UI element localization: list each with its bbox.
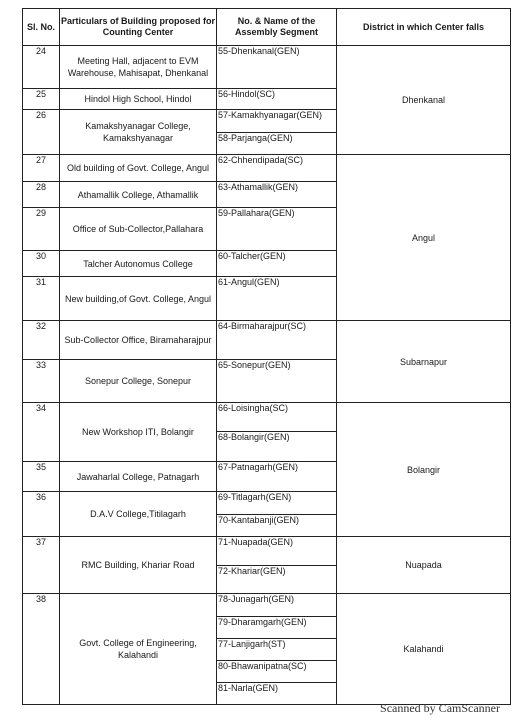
- center-name: Govt. College of Engineering, Kalahandi: [60, 594, 217, 705]
- sl-no: 33: [23, 360, 60, 403]
- district-cell: Dhenkanal: [337, 46, 511, 155]
- center-name: Hindol High School, Hindol: [60, 89, 217, 110]
- district-cell: Subarnapur: [337, 321, 511, 403]
- center-name: Athamallik College, Athamallik: [60, 182, 217, 208]
- center-name: Old building of Govt. College, Angul: [60, 155, 217, 182]
- assembly-segment: 78-Junagarh(GEN): [218, 594, 295, 604]
- segment-cell: [217, 594, 337, 705]
- segment-cell: [217, 321, 337, 360]
- table-row: [23, 594, 511, 705]
- center-name: Talcher Autonomus College: [60, 251, 217, 277]
- segment-cell: [217, 360, 337, 403]
- assembly-segment: 61-Angul(GEN): [218, 277, 280, 287]
- table-row: [23, 321, 511, 360]
- sl-no: 32: [23, 321, 60, 360]
- header-sl-no: Sl. No.: [23, 9, 60, 46]
- segment-cell: [217, 492, 337, 537]
- center-name: Jawaharlal College, Patnagarh: [60, 462, 217, 492]
- assembly-segment: 77-Lanjigarh(ST): [217, 638, 336, 660]
- sl-no: 25: [23, 89, 60, 110]
- district-cell: Bolangir: [337, 403, 511, 537]
- segment-cell: [217, 182, 337, 208]
- assembly-segment: 81-Narla(GEN): [217, 682, 336, 704]
- assembly-segment: 72-Khariar(GEN): [217, 565, 336, 593]
- table-row: [23, 46, 511, 89]
- center-name: New building,of Govt. College, Angul: [60, 277, 217, 321]
- segment-cell: [217, 537, 337, 594]
- assembly-segment: 62-Chhendipada(SC): [218, 155, 304, 165]
- segment-cell: [217, 462, 337, 492]
- center-name: Office of Sub-Collector,Pallahara: [60, 208, 217, 251]
- sl-no: 35: [23, 462, 60, 492]
- sl-no: 28: [23, 182, 60, 208]
- assembly-segment: 58-Parjanga(GEN): [217, 132, 336, 154]
- segment-cell: [217, 208, 337, 251]
- district-cell: Angul: [337, 155, 511, 321]
- assembly-segment: 60-Talcher(GEN): [218, 251, 286, 261]
- center-name: New Workshop ITI, Bolangir: [60, 403, 217, 462]
- sl-no: 30: [23, 251, 60, 277]
- assembly-segment: 64-Birmaharajpur(SC): [218, 321, 307, 331]
- header-assembly-segment: No. & Name of the Assembly Segment: [217, 9, 337, 46]
- sl-no: 26: [23, 110, 60, 155]
- sl-no: 24: [23, 46, 60, 89]
- district-cell: Nuapada: [337, 537, 511, 594]
- center-name: Sonepur College, Sonepur: [60, 360, 217, 403]
- header-row: [23, 9, 511, 46]
- center-name: RMC Building, Khariar Road: [60, 537, 217, 594]
- table-row: [23, 537, 511, 594]
- sl-no: 29: [23, 208, 60, 251]
- assembly-segment: 67-Patnagarh(GEN): [218, 462, 299, 472]
- assembly-segment: 68-Bolangir(GEN): [217, 431, 336, 461]
- segment-cell: [217, 110, 337, 155]
- center-name: Meeting Hall, adjacent to EVM Warehouse, Mahisapat, Dhenkanal: [60, 46, 217, 89]
- segment-cell: [217, 155, 337, 182]
- table-row: [23, 155, 511, 182]
- segment-cell: [217, 89, 337, 110]
- assembly-segment: 79-Dharamgarh(GEN): [217, 616, 336, 638]
- header-particulars: Particulars of Building proposed for Counting Center: [60, 9, 217, 46]
- sl-no: 38: [23, 594, 60, 705]
- scanner-watermark: Scanned by CamScanner: [380, 701, 500, 715]
- table-row: [23, 403, 511, 462]
- center-name: Kamakshyanagar College, Kamakshyanagar: [60, 110, 217, 155]
- sl-no: 27: [23, 155, 60, 182]
- assembly-segment: 55-Dhenkanal(GEN): [218, 46, 300, 56]
- sl-no: 37: [23, 537, 60, 594]
- assembly-segment: 56-Hindol(SC): [218, 89, 276, 99]
- sl-no: 34: [23, 403, 60, 462]
- center-name: Sub-Collector Office, Biramaharajpur: [60, 321, 217, 360]
- center-name: D.A.V College,Titilagarh: [60, 492, 217, 537]
- segment-cell: [217, 277, 337, 321]
- header-district: District in which Center falls: [337, 9, 511, 46]
- assembly-segment: 70-Kantabanji(GEN): [217, 514, 336, 536]
- assembly-segment: 80-Bhawanipatna(SC): [217, 660, 336, 682]
- assembly-segment: 66-Loisingha(SC): [218, 403, 289, 413]
- counting-center-table: [22, 8, 511, 705]
- assembly-segment: 65-Sonepur(GEN): [218, 360, 291, 370]
- sl-no: 36: [23, 492, 60, 537]
- segment-cell: [217, 251, 337, 277]
- assembly-segment: 57-Kamakhyanagar(GEN): [218, 110, 323, 120]
- assembly-segment: 59-Pallahara(GEN): [218, 208, 295, 218]
- segment-cell: [217, 403, 337, 462]
- assembly-segment: 63-Athamallik(GEN): [218, 182, 299, 192]
- assembly-segment: 69-Titlagarh(GEN): [218, 492, 292, 502]
- district-cell: Kalahandi: [337, 594, 511, 705]
- assembly-segment: 71-Nuapada(GEN): [218, 537, 294, 547]
- segment-cell: [217, 46, 337, 89]
- sl-no: 31: [23, 277, 60, 321]
